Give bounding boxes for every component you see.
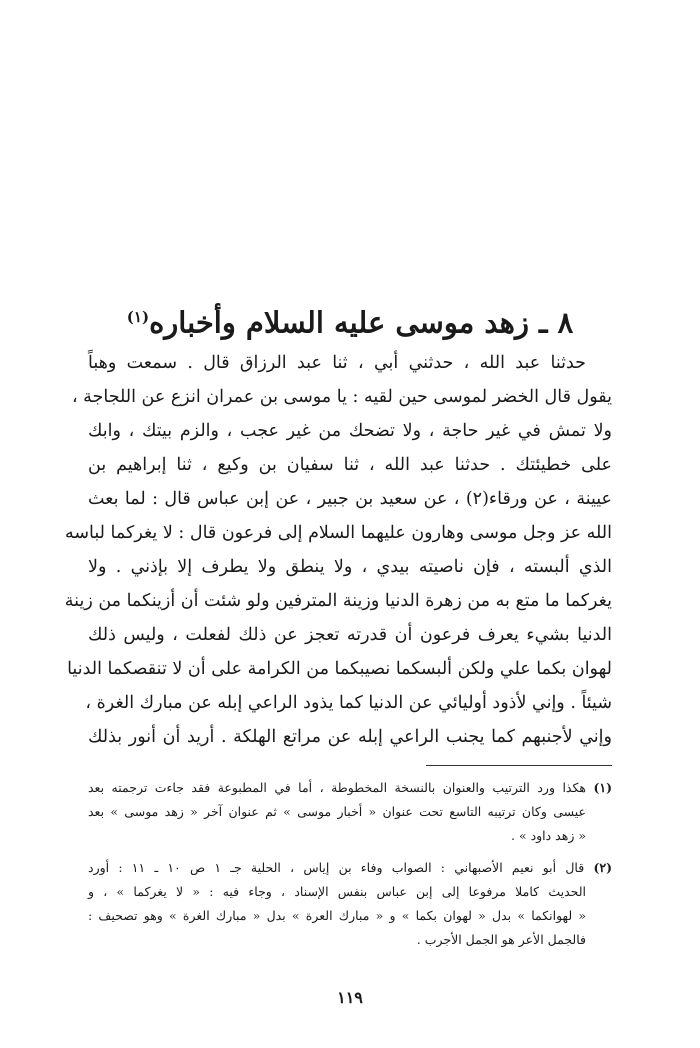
footnotes — [88, 776, 612, 952]
footnote-2-line — [88, 856, 612, 880]
footnote-2-line: فالجمل الأعر هو الجمل الأجرب . — [416, 932, 586, 947]
footnote-divider — [426, 765, 612, 766]
body-line: يقول قال الخضر لموسى حين لقيه : يا موسى بن عمران انزع عن اللجاجة ، — [71, 387, 612, 407]
footnote-1-mark: (١) — [593, 780, 612, 795]
footnote-1-line: عيسى وكان ترتيبه التاسع تحت عنوان « أخبار موسى » ثم عنوان آخر « زهد موسى » بعد — [88, 804, 586, 819]
body-line: وإني لأجنبهم كما يجنب الراعي إبله عن مراتع الهلكة . أريد أن أنور بذلك — [88, 727, 612, 747]
body-line: الله عز وجل موسى وهارون عليهما السلام إلى فرعون قال : لا يغركما لباسه — [64, 523, 612, 543]
body-line: الدنيا بشيء يعرف فرعون أن قدرته تعجز عن ذلك لفعلت ، وليس ذلك — [88, 625, 612, 645]
body-line: لهوان بكما علي ولكن ألبسكما نصيبكما من الكرامة على أن لا تنقصكما الدنيا — [67, 659, 612, 679]
footnote-2-line: الحديث كاملا مرفوعا إلى إبن عباس بنفس الإسناد ، وجاء فيه : « لا يغركما » ، و — [88, 884, 586, 899]
footnote-2-mark: (٢) — [593, 860, 613, 875]
footnote-2-line: « لهوانكما » بدل « لهوان بكما » و « مبارك العرة » بدل « مبارك الغرة » وهو تصحيف : — [88, 908, 586, 923]
body-line: عيينة ، عن ورقاء(٢) ، عن سعيد بن جبير ، عن إبن عباس قال : لما بعث — [88, 489, 613, 509]
body-line: الذي ألبسته ، فإن ناصيته بيدي ، ولا ينطق ولا يطرف إلا بإذني . ولا — [88, 557, 612, 577]
footnote-1-line: « زهد داود » . — [511, 828, 586, 843]
page-number: ١١٩ — [337, 988, 363, 1007]
body-text — [64, 346, 613, 754]
footnote-spacer — [88, 848, 612, 856]
body-line: شيئاً . وإني لأذود أوليائي عن الدنيا كما يذود الراعي إبله عن مبارك الغرة ، — [85, 693, 612, 713]
body-line: على خطيئتك . حدثنا عبد الله ، ثنا سفيان بن وكيع ، ثنا إبراهيم بن — [88, 455, 612, 475]
body-line: ولا تمش في غير حاجة ، ولا تضحك من غير عجب ، والزم بيتك ، وابك — [88, 421, 612, 441]
body-line: يغركما ما متع به من زهرة الدنيا وزينة المترفين ولو شئت أن أزينكما من زينة — [64, 591, 612, 611]
chapter-title — [90, 287, 610, 353]
body-line: حدثنا عبد الله ، حدثني أبي ، ثنا عبد الرزاق قال . سمعت وهباً — [88, 353, 586, 373]
chapter-title-text: ٨ ـ زهد موسى عليه السلام وأخباره — [149, 306, 574, 341]
title-footnote-ref: (١) — [126, 308, 150, 327]
footnote-2-text: قال أبو نعيم الأصبهاني : الصواب وفاء بن إياس ، الحلية جـ ١ ص ١٠ ـ ١١ : أورد — [88, 860, 585, 875]
footnote-1-text: هكذا ورد الترتيب والعنوان بالنسخة المخطوطة ، أما في المطبوعة فقد جاءت ترجمته بعد — [88, 780, 586, 795]
footnote-1-line — [88, 776, 612, 800]
